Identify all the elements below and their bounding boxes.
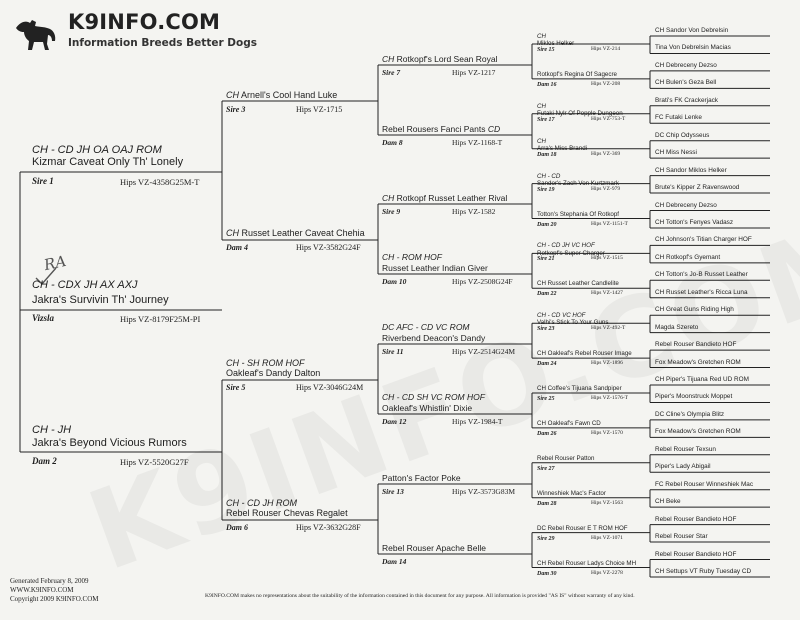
gen5-ancestor-36: FC Futaki Lenke — [655, 114, 702, 122]
gen4-17-label: Sire 17 — [537, 116, 555, 123]
gen5-ancestor-54: Fox Meadow's Gretchen ROM — [655, 428, 741, 436]
gen4-16-name: Rotkopf's Regina Of Sagecre — [537, 70, 617, 78]
gen4-23-label: Sire 23 — [537, 326, 555, 333]
dam-12-titles: CH - CD SH VC ROM HOF — [382, 392, 485, 402]
dam-8-name-line — [382, 125, 500, 134]
dam-10-label: Dam 10 — [382, 277, 407, 286]
gen4-24-name: CH Oakleaf's Rebel Rouser Image — [537, 350, 632, 358]
gen4-19-name-line — [537, 173, 619, 187]
dam-2-name: Jakra's Beyond Vicious Rumors — [32, 437, 187, 449]
gen5-ancestor-61: Rebel Rouser Bandieto HOF — [655, 550, 737, 558]
gen5-ancestor-57: FC Rebel Rouser Winneshiek Mac — [655, 480, 754, 488]
footer-site: WWW.K9INFO.COM — [10, 586, 74, 594]
gen4-21-name: Rotkopf's Super Charger — [537, 249, 605, 257]
dam-6-label: Dam 6 — [226, 523, 248, 532]
sire-13-label: Sire 13 — [382, 487, 404, 496]
gen4-18-name: Arra's Miss Brandi — [537, 144, 588, 152]
dam-10-name: Russet Leather Indian Giver — [382, 263, 488, 273]
gen4-26-label: Dam 26 — [537, 430, 557, 437]
gen4-29-name: DC Rebel Rouser E T ROM HOF — [537, 524, 628, 532]
gen4-20-name: Totton's Stephania Of Rotkopf — [537, 210, 620, 218]
gen4-21-label: Sire 21 — [537, 256, 555, 263]
gen4-20-label: Dam 20 — [537, 221, 557, 228]
sire-9-name-line — [382, 194, 507, 203]
dam-8-suffix: CD — [487, 124, 501, 134]
gen5-ancestor-46: CH Russet Leather's Ricca Luna — [655, 288, 748, 296]
sire-11-label: Sire 11 — [382, 347, 404, 356]
gen5-ancestor-44: CH Rotkopf's Gyemant — [655, 253, 721, 261]
footer-disclaimer: K9INFO.COM makes no representations about the suitability of the information contained in this document for any purpose. All information is provided "AS IS" without warranty of any kind. — [205, 593, 635, 599]
gen4-16-label: Dam 16 — [537, 81, 557, 88]
sire-7-name-line — [382, 55, 498, 64]
gen5-ancestor-41: CH Debreceny Dezso — [655, 201, 717, 209]
gen4-16-name-line — [537, 72, 617, 78]
sire-9-titles: CH — [382, 193, 395, 203]
gen5-ancestor-33: CH Debreceny Dezso — [655, 61, 717, 69]
gen4-15-hips: Hips VZ-214 — [591, 46, 621, 52]
gen4-23-name: Valhi's Stick To Your Guns — [537, 319, 609, 327]
sire-5-name: Oakleaf's Dandy Dalton — [226, 368, 321, 378]
sire-7-label: Sire 7 — [382, 68, 401, 77]
gen4-27-name-line — [537, 456, 594, 462]
sire-5-hips: Hips VZ-3046G24M — [296, 383, 364, 392]
gen5-ancestor-58: CH Beke — [655, 498, 681, 506]
gen4-29-label: Sire 29 — [537, 535, 555, 542]
gen4-21-hips: Hips VZ-1515 — [591, 255, 623, 262]
gen5-ancestor-50: Fox Meadow's Gretchen ROM — [655, 358, 741, 366]
gen4-19-name: Sandor's Zach Von Kurtzmark — [537, 179, 619, 187]
gen4-28-name: Winneshiek Mac's Factor — [537, 489, 606, 497]
subject-titles: CH - CDX JH AX AXJ — [32, 279, 138, 291]
footer-copyright: Copyright 2009 K9INFO.COM — [10, 595, 99, 603]
sire-1-titles: CH - CD JH OA OAJ ROM — [32, 144, 162, 156]
gen5-ancestor-43: CH Johnson's Titian Charger HOF — [655, 236, 752, 244]
gen4-24-name-line — [537, 351, 632, 357]
gen4-22-hips: Hips VZ-1427 — [591, 290, 623, 297]
gen4-21-titles: CH - CD JH VC HOF — [537, 242, 595, 250]
gen4-28-label: Dam 28 — [537, 500, 557, 507]
gen5-ancestor-38: CH Miss Nessi — [655, 149, 697, 157]
gen4-27-label: Sire 27 — [537, 465, 555, 472]
gen5-ancestor-56: Piper's Lady Abigail — [655, 463, 711, 471]
sire-9-name: Rotkopf Russet Leather Rival — [396, 193, 508, 203]
sire-9-label: Sire 9 — [382, 207, 401, 216]
gen5-ancestor-39: CH Sandor Miklos Helker — [655, 166, 727, 174]
footer-generated: Generated February 8, 2009 — [10, 577, 89, 585]
gen4-25-name-line — [537, 386, 622, 392]
gen4-27-name: Rebel Rouser Patton — [537, 454, 595, 462]
gen4-17-name-line — [537, 103, 623, 117]
gen5-ancestor-53: DC Cline's Olympia Blitz — [655, 410, 725, 418]
dam-8-name: Rebel Rousers Fanci Pants — [382, 124, 486, 134]
subject-breed: Vizsla — [32, 313, 55, 323]
sire-13-hips: Hips VZ-3573G83M — [452, 487, 515, 496]
sire-1-label: Sire 1 — [32, 176, 54, 186]
dam-10-titles: CH - ROM HOF — [382, 252, 442, 262]
gen4-18-titles: CH — [537, 137, 546, 145]
dam-8-hips: Hips VZ-1168-T — [452, 138, 503, 147]
dam-6-name: Rebel Rouser Chevas Regalet — [226, 508, 348, 518]
dam-10-hips: Hips VZ-2508G24F — [452, 277, 513, 286]
gen5-ancestor-31: CH Sandor Von Debrelsin — [655, 27, 729, 34]
subject-hips: Hips VZ-8179F25M-PI — [120, 314, 201, 324]
pointer-dog-icon — [14, 14, 58, 52]
gen5-ancestor-49: Rebel Rouser Bandieto HOF — [655, 341, 737, 349]
dam-6-titles: CH - CD JH ROM — [226, 498, 297, 508]
gen5-ancestor-48: Magda Szereto — [655, 323, 699, 331]
gen4-29-hips: Hips VZ-1071 — [591, 534, 623, 541]
sire-3-titles: CH — [226, 90, 239, 100]
gen5-ancestor-55: Rebel Rouser Texsun — [655, 445, 716, 453]
gen4-23-hips: Hips VZ-492-T — [591, 325, 626, 332]
logo — [14, 10, 274, 58]
dam-12-name: Oakleaf's Whistlin' Dixie — [382, 403, 473, 413]
gen5-ancestor-34: CH Bulen's Geza Bell — [655, 79, 717, 87]
gen5-ancestor-37: DC Chip Odysseus — [655, 131, 710, 139]
gen4-15-label: Sire 15 — [537, 47, 555, 53]
gen4-19-label: Sire 19 — [537, 186, 555, 193]
dam-4-hips: Hips VZ-3582G24F — [296, 243, 361, 252]
gen4-15-name-line — [537, 33, 574, 47]
sire-11-name: Riverbend Deacon's Dandy — [382, 333, 486, 343]
gen5-ancestor-32: Tina Von Debrelsin Macias — [655, 44, 731, 52]
gen4-28-hips: Hips VZ-1563 — [591, 499, 623, 506]
gen5-ancestor-51: CH Piper's Tijuana Red UD ROM — [655, 376, 749, 383]
sire-5-label: Sire 5 — [226, 383, 246, 392]
gen4-17-name: Futaki Nylr Of Popple Dungeon — [537, 109, 623, 117]
gen4-16-hips: Hips VZ-208 — [591, 80, 621, 87]
gen4-22-name-line — [537, 281, 619, 287]
gen4-19-titles: CH - CD — [537, 172, 561, 180]
sire-7-titles: CH — [382, 54, 395, 64]
gen4-25-name: CH Coffee's Tijuana Sandpiper — [537, 385, 622, 392]
gen5-ancestor-62: CH Settups VT Ruby Tuesday CD — [655, 567, 752, 575]
gen4-29-name-line — [537, 526, 628, 532]
gen5-ancestor-42: CH Totton's Fenyes Vadasz — [655, 218, 734, 226]
gen4-17-titles: CH — [537, 102, 546, 110]
sire-11-titles: DC AFC - CD VC ROM — [382, 322, 470, 332]
handwritten-annotation: RA — [42, 251, 68, 275]
gen5-ancestor-52: Piper's Moonstruck Moppet — [655, 393, 733, 401]
gen4-28-name-line — [537, 491, 606, 497]
sire-3-name-line — [226, 91, 337, 100]
gen4-30-name: CH Rebel Rouser Ladys Choice MH — [537, 559, 637, 567]
gen4-20-name-line — [537, 212, 619, 218]
sire-7-name: Rotkopf's Lord Sean Royal — [396, 54, 498, 64]
logo-brand: K9INFO.COM — [68, 10, 221, 34]
sire-13-name: Patton's Factor Poke — [382, 473, 461, 483]
gen4-18-label: Dam 18 — [537, 151, 557, 158]
logo-tagline: Information Breeds Better Dogs — [68, 37, 257, 49]
sire-3-label: Sire 3 — [226, 105, 246, 114]
gen4-26-name-line — [537, 421, 601, 427]
dam-6-hips: Hips VZ-3632G28F — [296, 523, 361, 532]
dam-4-name: Russet Leather Caveat Chehia — [241, 228, 365, 238]
dam-12-hips: Hips VZ-1984-T — [452, 417, 503, 426]
dam-8-label: Dam 8 — [382, 138, 403, 147]
gen4-25-hips: Hips VZ-1576-T — [591, 395, 629, 401]
gen4-17-hips: Hips VZ-753-T — [591, 115, 626, 122]
sire-1-name: Kizmar Caveat Only Th' Lonely — [32, 156, 184, 168]
gen4-15-titles: CH — [537, 33, 546, 40]
gen4-30-name-line — [537, 561, 636, 567]
gen4-26-hips: Hips VZ-1570 — [591, 429, 623, 436]
gen4-22-name: CH Russet Leather Candlelite — [537, 280, 619, 288]
sire-3-name: Arnell's Cool Hand Luke — [241, 90, 338, 100]
gen4-30-label: Dam 30 — [537, 570, 557, 577]
dam-2-titles: CH - JH — [32, 424, 72, 436]
sire-7-hips: Hips VZ-1217 — [452, 68, 496, 77]
dam-4-label: Dam 4 — [226, 243, 248, 252]
dam-14-label: Dam 14 — [382, 557, 407, 566]
gen4-19-hips: Hips VZ-979 — [591, 185, 621, 192]
gen4-26-name: CH Oakleaf's Fawn CD — [537, 419, 601, 427]
dam-4-name-line — [226, 229, 365, 238]
sire-9-hips: Hips VZ-1582 — [452, 207, 496, 216]
sire-1-hips: Hips VZ-4358G25M-T — [120, 177, 200, 187]
sire-11-hips: Hips VZ-2514G24M — [452, 347, 515, 356]
gen4-23-titles: CH - CD VC HOF — [537, 312, 586, 320]
gen4-18-name-line — [537, 138, 587, 152]
dam-4-titles: CH — [226, 228, 239, 238]
gen5-ancestor-47: CH Great Guns Riding High — [655, 306, 734, 314]
gen5-ancestor-45: CH Totton's Jo-B Russet Leather — [655, 271, 748, 279]
gen4-22-label: Dam 22 — [537, 291, 557, 298]
gen5-ancestor-59: Rebel Rouser Bandieto HOF — [655, 515, 737, 523]
gen5-ancestor-40: Brute's Kipper Z Ravenswood — [655, 184, 740, 192]
gen4-24-hips: Hips VZ-1896 — [591, 360, 623, 367]
gen5-ancestor-35: Brati's FK Crackerjack — [655, 96, 719, 104]
gen4-24-label: Dam 24 — [537, 361, 557, 368]
gen4-15-name: Miklos Helker — [537, 40, 575, 48]
sire-5-titles: CH - SH ROM HOF — [226, 358, 305, 368]
sire-3-hips: Hips VZ-1715 — [296, 105, 343, 114]
gen5-ancestor-60: Rebel Rouser Star — [655, 533, 708, 541]
subject-name: Jakra's Survivin Th' Journey — [32, 294, 169, 306]
gen4-18-hips: Hips VZ-369 — [591, 150, 621, 157]
gen4-25-label: Sire 25 — [537, 396, 555, 402]
dam-12-label: Dam 12 — [382, 417, 407, 426]
dam-2-hips: Hips VZ-5520G27F — [120, 457, 189, 467]
dam-14-name: Rebel Rouser Apache Belle — [382, 543, 486, 553]
gen4-20-hips: Hips VZ-1151-T — [591, 220, 628, 227]
dam-2-label: Dam 2 — [32, 456, 57, 466]
gen4-30-hips: Hips VZ-2278 — [591, 569, 623, 576]
